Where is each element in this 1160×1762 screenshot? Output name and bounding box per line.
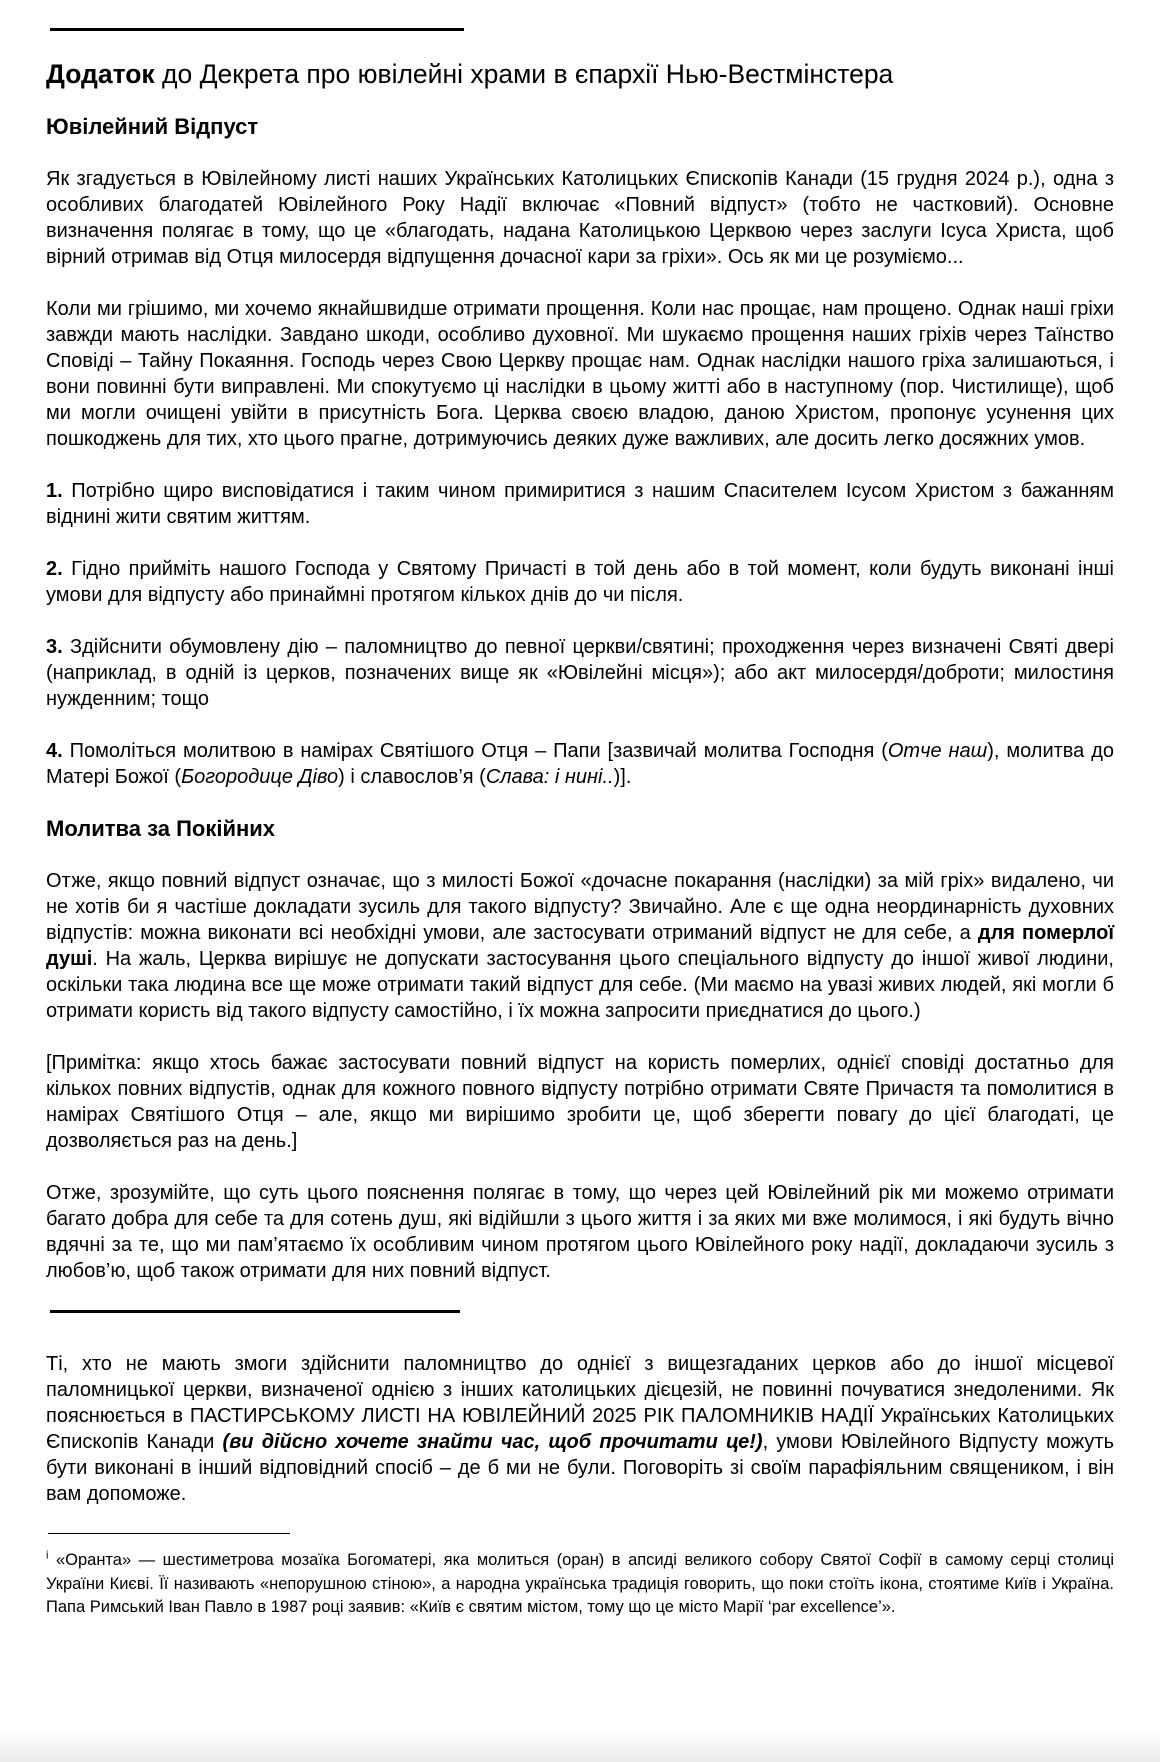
footnote-divider bbox=[48, 1533, 290, 1534]
condition-item-3 bbox=[46, 634, 1114, 712]
footnote bbox=[46, 1549, 1114, 1620]
section-heading-jubilee-indulgence: Ювілейний Відпуст bbox=[46, 114, 259, 139]
condition-1-text: Потрібно щиро висповідатися і таким чином примиритися з нашим Спасителем Ісусом Христом з бажанням віднині жити святим життям. bbox=[46, 480, 1114, 528]
condition-item-4 bbox=[46, 738, 1114, 790]
section-divider bbox=[50, 1310, 460, 1313]
departed-soul-emphasis: для померлої душі bbox=[46, 922, 1114, 970]
condition-4-text-3: ) і славослов’я ( bbox=[338, 766, 486, 788]
footnote-marker: i bbox=[46, 1549, 49, 1562]
document-title-rest: до Декрета про ювілейні храми в єпархії Нью-Вестмінстера bbox=[154, 59, 894, 89]
prayer-name-our-father: Отче наш bbox=[887, 740, 988, 762]
condition-2-number: 2. bbox=[46, 558, 63, 580]
top-divider bbox=[50, 28, 464, 31]
section-heading-prayer-for-deceased: Молитва за Покійних bbox=[46, 816, 276, 841]
paragraph-sin-consequences: Коли ми грішимо, ми хочемо якнайшвидше отримати прощення. Коли нас прощає, нам прощено. Однак наші гріхи завжди мають наслідки. Завдано шкоди, особливо духовної. Ми шукаємо прощення наших гріхів через Таїнство Сповіді – Тайну Покаяння. Господь через Свою Церкву прощає нам. Однак наслідки нашого гріха залишаються, і вони повинні бути виправлені. Ми спокутуємо ці наслідки в цьому житті або в наступному (пор. Чистилище), щоб ми могли очищені увійти в присутність Бога. Церква своєю владою, даною Христом, пропонує усунення цих пошкоджень для тих, хто цього прагне, дотримуючись деяких дуже важливих, але досить легко досяжних умов. bbox=[46, 298, 1114, 450]
paragraph-apply-to-departed-soul bbox=[46, 868, 1114, 1024]
closing-text-2: , умови Ювілейного Відпусту можуть бути виконані в інший відповідний спосіб – де б ми не були. Поговоріть зі своїм парафіяльним священиком, і він вам допоможе. bbox=[46, 1431, 1114, 1505]
paragraph-closing bbox=[46, 1351, 1114, 1507]
closing-text-1: Ті, хто не мають змоги здійснити паломництво до однієї з вищезгаданих церков або до іншої місцевої паломницької церкви, визначеної однією з інших католицьких дієцезій, не повинні почуватися знедоленими. Як пояснюється в ПАСТИРСЬКОМУ ЛИСТІ НА ЮВІЛЕЙНИЙ 2025 РІК ПАЛОМНИКІВ НАДІЇ Українських Католицьких Єпископів Канади bbox=[46, 1353, 1114, 1453]
condition-item-1 bbox=[46, 478, 1114, 530]
page-bottom-edge bbox=[0, 1732, 1160, 1762]
paragraph-note: [Примітка: якщо хтось бажає застосувати повний відпуст на користь померлих, однієї сповіді достатньо для кількох повних відпустів, однак для кожного повного відпусту потрібно отримати Святе Причастя та помолитися в намірах Святішого Отця – але, якщо ми вирішимо зробити це, щоб зберегти повагу до цієї благодаті, це дозволяється раз на день.] bbox=[46, 1052, 1114, 1152]
condition-4-text-1: Помоліться молитвою в намірах Святішого Отця – Папи [зазвичай молитва Господня ( bbox=[62, 740, 888, 762]
document-title bbox=[46, 58, 1114, 90]
document-title-lead: Додаток bbox=[46, 59, 155, 89]
condition-3-text: Здійснити обумовлену дію – паломництво до певної церкви/святині; проходження через визначені Святі двері (наприклад, в одній із церков, позначених вище як «Ювілейні місця»); або акт милосердя/доброти; милостиня нужденним; тощо bbox=[46, 636, 1114, 710]
condition-4-number: 4. bbox=[46, 740, 63, 762]
condition-4-text-4: )]. bbox=[613, 766, 632, 788]
prayer-name-mother-of-god: Богородице Діво bbox=[181, 766, 339, 788]
condition-4-text-2: ), молитва до Матері Божої ( bbox=[46, 740, 1115, 788]
apply-text-1: Отже, якщо повний відпуст означає, що з милості Божої «дочасне покарання (наслідки) за мій гріх» видалено, чи не хотів би я частіше докладати зусиль для такого відпусту? Звичайно. Але є ще одна неординарність духовних відпустів: можна виконати всі необхідні умови, але застосувати отриманий відпуст не для себе, а bbox=[46, 870, 1114, 944]
paragraph-summary: Отже, зрозумійте, що суть цього пояснення полягає в тому, що через цей Ювілейний рік ми можемо отримати багато добра для себе та для сотень душ, які відійшли з цього життя і за яких ми вже молимося, і які будуть вічно вдячні за те, що ми пам’ятаємо їх особливим чином протягом цього Ювілейного року надії, докладаючи зусиль з любов’ю, щоб також отримати для них повний відпуст. bbox=[46, 1182, 1114, 1282]
prayer-name-doxology: Слава: і нині.. bbox=[485, 766, 614, 788]
condition-2-text: Гідно прийміть нашого Господа у Святому Причасті в той день або в той момент, коли будуть виконані інші умови для відпусту або принаймні протягом кількох днів до чи після. bbox=[46, 558, 1114, 606]
footnote-text: «Оранта» — шестиметрова мозаїка Богоматері, яка молиться (оран) в апсиді великого собору Святої Софії в самому серці столиці України Києві. Її називають «непорушною стіною», а народна українська традиція говорить, що поки стоїть ікона, стоятиме Київ і Україна. Папа Римський Іван Павло в 1987 році заявив: «Київ є святим містом, тому що це місто Марії ‘par excellence’». bbox=[46, 1551, 1114, 1616]
closing-emphasis: (ви дійсно хочете знайти час, щоб прочитати це!) bbox=[222, 1431, 763, 1453]
condition-1-number: 1. bbox=[46, 480, 63, 502]
condition-item-2 bbox=[46, 556, 1114, 608]
condition-3-number: 3. bbox=[46, 636, 63, 658]
paragraph-indulgence-definition: Як згадується в Ювілейному листі наших Українських Католицьких Єпископів Канади (15 грудня 2024 р.), одна з особливих благодатей Ювілейного Року Надії включає «Повний відпуст» (тобто не частковий). Основне визначення полягає в тому, що це «благодать, надана Католицькою Церквою через заслуги Ісуса Христа, щоб вірний отримав від Отця милосердя відпущення дочасної кари за гріхи». Ось як ми це розуміємо... bbox=[46, 168, 1114, 268]
apply-text-2: . На жаль, Церква вирішує не допускати застосування цього спеціального відпусту до іншої живої людини, оскільки така людина все ще може отримати такий відпуст для себе. (Ми маємо на увазі живих людей, які могли б отримати користь від такого відпусту самостійно, і їх можна запросити приєднатися до цього.) bbox=[46, 948, 1114, 1022]
